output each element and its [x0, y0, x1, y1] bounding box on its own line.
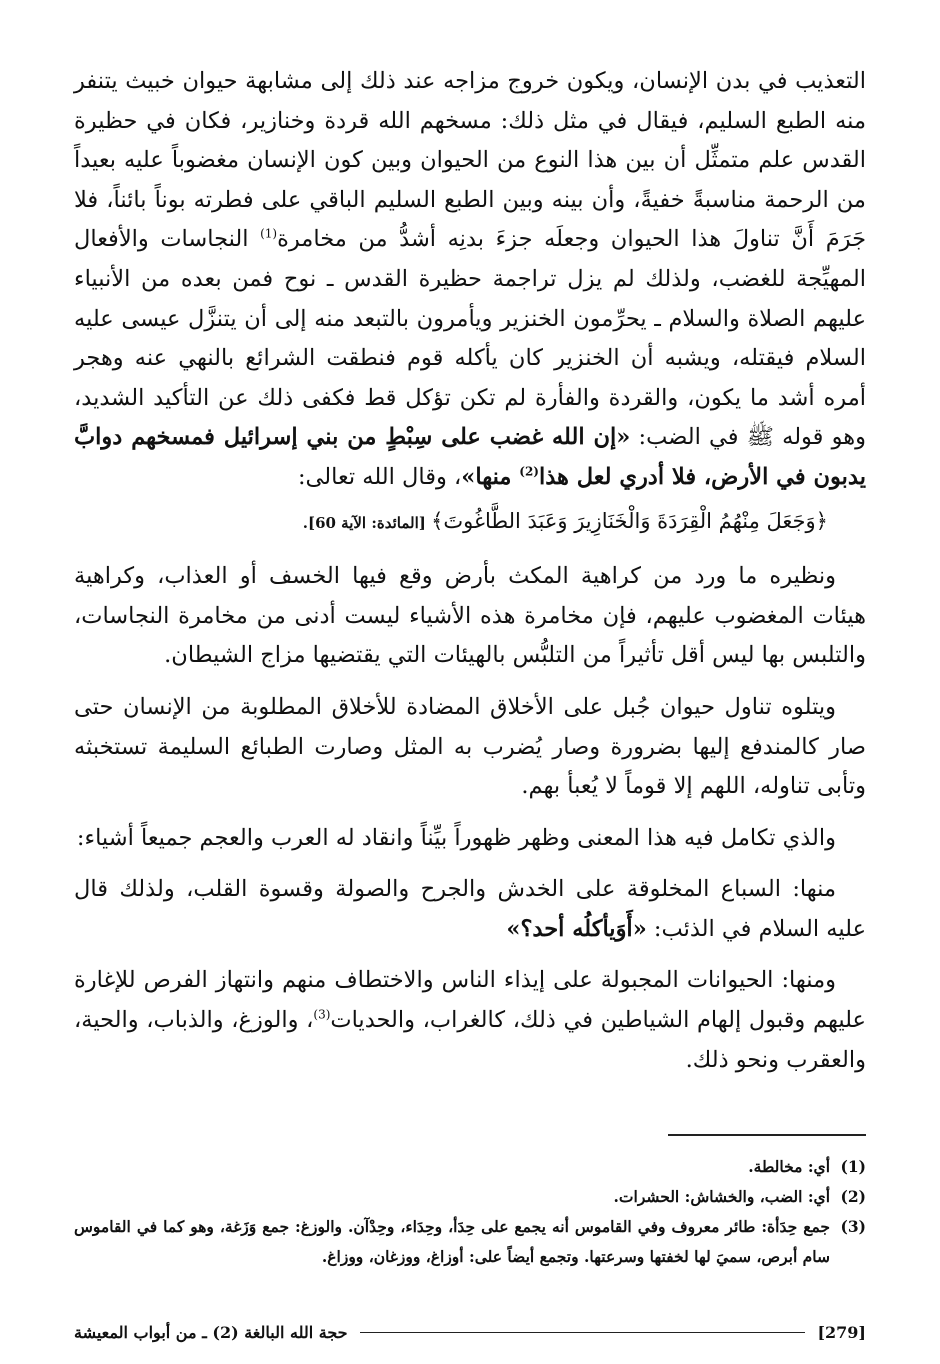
paragraph-6	[74, 961, 866, 1080]
main-text	[74, 62, 866, 1080]
footnote-3	[74, 1212, 866, 1272]
page-footer	[74, 1318, 866, 1346]
hadith-quote-1: «إن الله غضب على سِبْطٍ من بني إسرائيل فمسخهم دوابَّ يدبون في الأرض، فلا أدري لعل هذا	[74, 424, 866, 490]
footnote-1	[74, 1152, 866, 1182]
paragraph-4: والذي تكامل فيه هذا المعنى وظهر ظهوراً بيِّناً وانقاد له العرب والعجم جميعاً أشياء:	[76, 824, 836, 851]
footnote-number: (2)	[840, 1187, 866, 1206]
footnote-text: أي: مخالطة.	[748, 1157, 830, 1176]
paragraph-5	[74, 870, 866, 949]
running-title: حجة الله البالغة (2) ـ من أبواب المعيشة	[74, 1322, 348, 1342]
paragraph-2: ونظيره ما ورد من كراهية المكث بأرض وقع فيها الخسف أو العذاب، وكراهية هيئات المغضوب عليهم، فإن مخامرة هذه الأشياء ليست أدنى من مخامرة النجاسات، والتلبس بها ليس أقل تأثيراً من التلبُّس بالهيئات التي يقتضيها مزاج الشيطان.	[74, 563, 866, 669]
paragraph-6-text: ومنها: الحيوانات المجبولة على إيذاء الناس والاختطاف منهم وانتهاز الفرص للإغارة عليهم وقبول إلهام الشياطين في ذلك، كالغراب، والحديات	[74, 967, 866, 1034]
paragraph-3: ويتلوه تناول حيوان جُبل على الأخلاق المضادة للأخلاق المطلوبة من الإنسان حتى صار كالمندفع إليها بضرورة وصار يُضرب به المثل وصارت الطبائع السليمة تستخبثه وتأبى تناوله، اللهم إلا قوماً لا يُعبأ بهم.	[74, 693, 866, 800]
footnote-ref-3: (3)	[313, 1007, 331, 1022]
footnote-number: (1)	[840, 1157, 866, 1176]
hadith-quote-1-end: منها»	[461, 463, 520, 490]
paragraph-1-end: ، وقال الله تعالى:	[297, 463, 462, 490]
footnote-text: جمع حِدَأة: طائر معروف وفي القاموس أنه يجمع على حِدَأ، وحِدَاء، وحِدْآن. والوزغ: جمع وَزَغة، وهو كما في القاموس سام أبرص، سميَ لها لخفتها وسرعتها. وتجمع أيضاً على: أوزاغ، ووزغان، ووزاغ.	[74, 1217, 830, 1266]
footnote-ref-2: (2)	[519, 464, 539, 479]
hadith-quote-2: «أَوَيأكلُه أحد؟»	[506, 915, 647, 942]
paragraph-1	[74, 62, 866, 498]
page-number: [279]	[817, 1322, 866, 1342]
footnote-ref-1: (1)	[260, 226, 278, 241]
footnote-2	[74, 1182, 866, 1212]
quran-verse-text: ﴿وَجَعَلَ مِنْهُمُ الْقِرَدَةَ وَالْخَنَازِيرَ وَعَبَدَ الطَّاغُوتَ﴾	[431, 508, 828, 533]
quran-verse	[74, 502, 866, 544]
paragraph-1-text-cont: النجاسات والأفعال المهيِّجة للغضب، ولذلك لم يزل تراجمة حظيرة القدس ـ نوح فمن بعده من الأنبياء عليهم الصلاة والسلام ـ يحرِّمون الخنزير ويأمرون بالتبعد منه إلى أن يتنزَّل عيسى عليه السلام فيقتله، ويشبه أن الخنزير كان يأكله قوم فنطقت الشرائع بالنهي عنه وهجر أمره أشد ما يكون، والقردة والفأرة لم تكن تؤكل قط فكفى ذلك عن التأكيد الشديد، وهو قوله ﷺ في الضب:	[74, 226, 866, 451]
paragraph-1-text: التعذيب في بدن الإنسان، ويكون خروج مزاجه عند ذلك إلى مشابهة حيوان خبيث يتنفر منه الطبع السليم، فيقال في مثل ذلك: مسخهم الله قردة وخنازير، فكان في حظيرة القدس علم متمثِّل أن بين هذا النوع من الحيوان وبين كون الإنسان مغضوباً عليه بعيداً من الرحمة مناسبةً خفيةً، وأن بينه وبين الطبع السليم الباقي على فطرته بوناً بائناً، فلا جَرَمَ أَنَّ تناولَ هذا الحيوان وجعلَه جزءَ بدنِه أشدُّ من مخامرة	[74, 68, 867, 253]
footnotes	[74, 1152, 866, 1272]
footer-divider	[360, 1332, 806, 1333]
footnote-number: (3)	[840, 1217, 866, 1236]
paragraph-6-text-cont: ، والوزغ، والذباب، والحية، والعقرب ونحو ذلك.	[74, 1007, 866, 1073]
paragraph-5-text: منها: السباع المخلوقة على الخدش والجرح والصولة وقسوة القلب، ولذلك قال عليه السلام في الذئب:	[74, 876, 866, 942]
quran-reference: [المائدة: الآية 60].	[302, 513, 432, 532]
document-page	[74, 62, 866, 1352]
footnote-divider	[668, 1134, 866, 1136]
footnote-text: أي: الضب، والخشاش: الحشرات.	[613, 1187, 830, 1206]
